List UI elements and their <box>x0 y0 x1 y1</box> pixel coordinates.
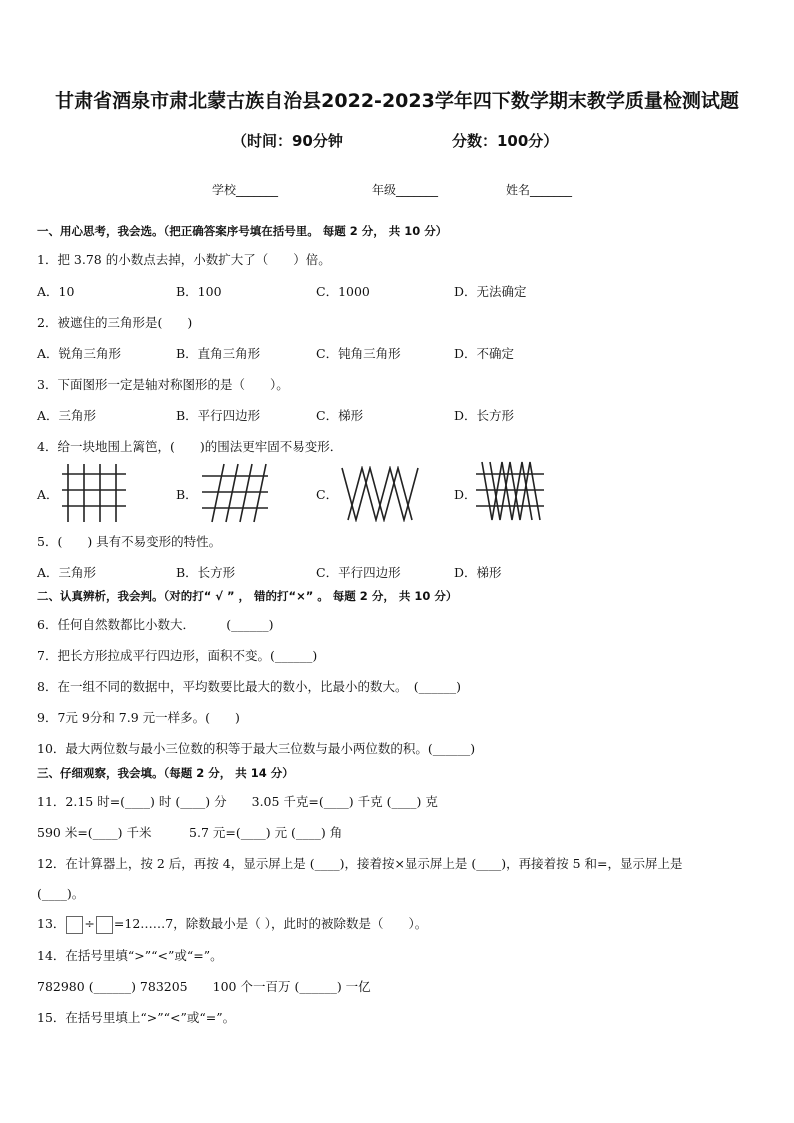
question-11b: 590 米=(____) 千米 5.7 元=(____) 元 (____) 角 <box>37 825 343 840</box>
question-4: 4．给一块地围上篱笆，( )的围法更牢固不易变形． <box>37 439 343 454</box>
question-13 <box>37 914 427 934</box>
grade-field: 年级_______ <box>372 183 439 197</box>
question-3: 3．下面图形一定是轴对称图形的是（ ）。 <box>37 377 289 392</box>
q2-option-b: B．直角三角形 <box>176 346 261 361</box>
question-9: 9．7元 9分和 7.9 元一样多。( ) <box>37 710 240 725</box>
q13-division-sign: ÷ <box>84 916 95 931</box>
section2-heading: 二、认真辨析，我会判。（对的打“ √ ” ， 错的打“×” 。 每题 2 分， 共 10 分） <box>37 589 458 603</box>
dividend-box <box>66 916 83 934</box>
question-5: 5．( ) 具有不易变形的特性。 <box>37 534 222 549</box>
q3-option-d: D．长方形 <box>454 408 515 423</box>
divisor-box <box>96 916 113 934</box>
fence-triangle-figure <box>476 460 546 524</box>
question-1: 1．把 3.78 的小数点去掉，小数扩大了（ ）倍。 <box>37 252 331 267</box>
q1-option-c: C．1000 <box>316 284 370 299</box>
q5-option-c: C．平行四边形 <box>316 565 401 580</box>
q13-prefix: 13． <box>37 916 66 931</box>
q4-option-b: B． <box>176 487 198 502</box>
exam-score: 分数：100分） <box>452 132 559 150</box>
question-14b: 782980 (______) 783205 100 个一百万 (______) 一亿 <box>37 979 371 994</box>
q4-option-a: A． <box>37 487 59 502</box>
question-2: 2．被遮住的三角形是( ) <box>37 315 193 330</box>
q3-option-c: C．梯形 <box>316 408 364 423</box>
q2-option-a: A．锐角三角形 <box>37 346 122 361</box>
q4-option-c: C． <box>316 487 339 502</box>
question-7: 7．把长方形拉成平行四边形，面积不变。(______) <box>37 648 318 663</box>
section1-heading: 一、用心思考，我会选。（把正确答案序号填在括号里。 每题 2 分， 共 10 分） <box>37 224 448 238</box>
q2-option-d: D．不确定 <box>454 346 515 361</box>
q4-option-d: D． <box>454 487 477 502</box>
fence-zigzag-figure <box>340 466 420 522</box>
q1-option-b: B．100 <box>176 284 222 299</box>
exam-time: （时间：90分钟 <box>232 132 343 150</box>
question-12a: 12．在计算器上，按 2 后，再按 4，显示屏上是 (____)，接着按×显示屏上是 (____)，再接着按 5 和=，显示屏上是 <box>37 856 683 871</box>
q1-option-d: D．无法确定 <box>454 284 527 299</box>
q2-option-c: C．钝角三角形 <box>316 346 401 361</box>
exam-title: 甘肃省酒泉市肃北蒙古族自治县2022-2023学年四下数学期末教学质量检测试题 <box>55 90 739 112</box>
q3-option-a: A．三角形 <box>37 408 97 423</box>
q13-suffix: =12……7，除数最小是（ ），此时的被除数是（ ）。 <box>113 916 428 931</box>
question-8: 8．在一组不同的数据中，平均数要比最大的数小，比最小的数大。 (______) <box>37 679 461 694</box>
name-field: 姓名_______ <box>506 183 573 197</box>
fence-slanted-figure <box>198 462 270 524</box>
question-14: 14．在括号里填“>”“<”或“=”。 <box>37 948 223 963</box>
question-10: 10．最大两位数与最小三位数的积等于最大三位数与最小两位数的积。(______) <box>37 741 476 756</box>
q1-option-a: A．10 <box>37 284 75 299</box>
question-15: 15．在括号里填上“>”“<”或“=”。 <box>37 1010 236 1025</box>
section3-heading: 三、仔细观察，我会填。（每题 2 分， 共 14 分） <box>37 766 294 780</box>
fence-grid-figure <box>60 462 130 524</box>
q5-option-a: A．三角形 <box>37 565 97 580</box>
question-11a: 11．2.15 时=(____) 时 (____) 分 3.05 千克=(____) 千克 (____) 克 <box>37 794 438 809</box>
q5-option-d: D．梯形 <box>454 565 502 580</box>
q3-option-b: B．平行四边形 <box>176 408 261 423</box>
school-field: 学校_______ <box>212 183 279 197</box>
question-12b: (____)。 <box>37 886 85 901</box>
q5-option-b: B．长方形 <box>176 565 236 580</box>
question-6: 6．任何自然数都比小数大． (______) <box>37 617 274 632</box>
